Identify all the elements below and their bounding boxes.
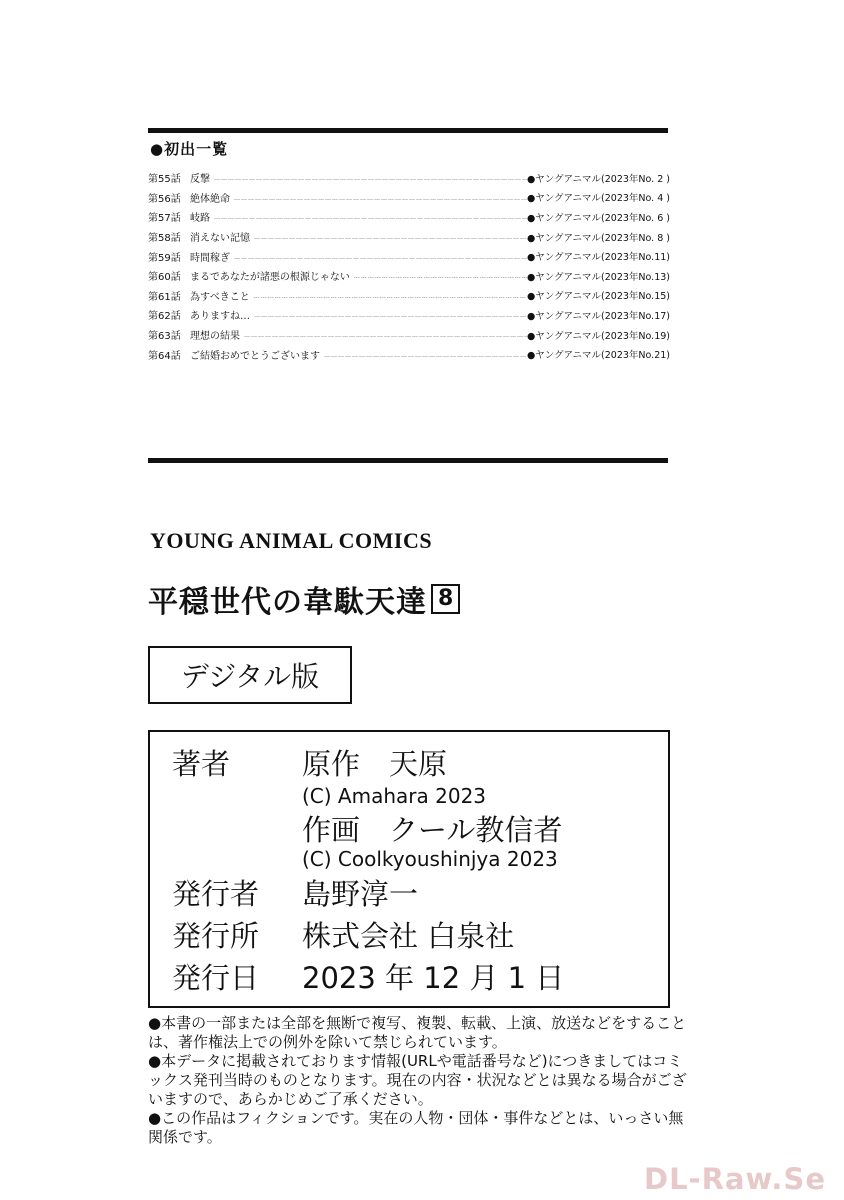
book-title-row <box>148 577 460 621</box>
story-credit: 原作 天原 <box>302 747 448 781</box>
data-notice: ●本データに掲載されております情報(URLや電話番号など)につきましてはコミックス発刊当時のものとなります。現在の内容・状況などとは異なる場合がございますので、あらかじめご了承ください。 <box>148 1052 687 1108</box>
chapter-source: ●ヤングアニマル(2023年No. 6 ) <box>527 212 670 224</box>
leader-dots <box>324 349 527 360</box>
toc-entry <box>148 227 670 247</box>
chapter-title: まるであなたが諸悪の根源じゃない <box>190 272 350 284</box>
chapter-number: 第61話 <box>148 291 181 303</box>
chapter-title: ご結婚おめでとうございます <box>190 350 320 362</box>
chapter-number: 第62話 <box>148 311 181 323</box>
fiction-notice: ●この作品はフィクションです。実在の人物・団体・事件などとは、いっさい無関係です。 <box>148 1109 684 1146</box>
chapter-number: 第58話 <box>148 233 181 245</box>
volume-number: 8 <box>431 584 460 614</box>
toc-entry <box>148 207 670 227</box>
chapter-source: ●ヤングアニマル(2023年No.21) <box>527 350 670 362</box>
date-label: 発行日 <box>172 961 260 995</box>
company-label: 発行所 <box>172 919 260 953</box>
leader-dots <box>214 172 527 183</box>
chapter-title: 時間稼ぎ <box>190 252 230 264</box>
credits-box <box>148 730 670 1008</box>
book-title: 平穏世代の韋駄天達 <box>148 585 427 620</box>
series-label: YOUNG ANIMAL COMICS <box>150 528 433 553</box>
chapter-number: 第64話 <box>148 350 181 362</box>
chapter-number: 第63話 <box>148 331 181 343</box>
chapter-source: ●ヤングアニマル(2023年No. 2 ) <box>527 173 670 185</box>
toc-list <box>148 168 670 364</box>
art-credit: 作画 クール教信者 <box>302 813 563 847</box>
toc-entry <box>148 344 670 364</box>
chapter-source: ●ヤングアニマル(2023年No.17) <box>527 310 670 322</box>
leader-dots <box>254 290 527 301</box>
chapter-title: 消えない記憶 <box>190 233 250 245</box>
chapter-title: 理想の結果 <box>190 331 240 343</box>
chapter-number: 第56話 <box>148 193 181 205</box>
toc-entry <box>148 325 670 345</box>
publisher-value: 島野淳一 <box>302 877 419 911</box>
chapter-source: ●ヤングアニマル(2023年No.11) <box>527 252 670 264</box>
chapter-title: ありますね… <box>190 311 250 323</box>
leader-dots <box>234 192 527 203</box>
chapter-source: ●ヤングアニマル(2023年No. 4 ) <box>527 193 670 205</box>
date-value: 2023 年 12 月 1 日 <box>302 961 565 995</box>
chapter-source: ●ヤングアニマル(2023年No.19) <box>527 330 670 342</box>
leader-dots <box>244 329 527 340</box>
author-label: 著者 <box>172 747 231 781</box>
leader-dots <box>254 309 527 320</box>
chapter-number: 第57話 <box>148 213 181 225</box>
chapter-number: 第59話 <box>148 252 181 264</box>
chapter-title: 為すべきこと <box>190 291 250 303</box>
leader-dots <box>214 211 527 222</box>
chapter-source: ●ヤングアニマル(2023年No. 8 ) <box>527 232 670 244</box>
chapter-title: 反撃 <box>190 174 210 186</box>
toc-entry <box>148 266 670 286</box>
toc-entry <box>148 246 670 266</box>
leader-dots <box>254 231 527 242</box>
leader-dots <box>354 270 527 281</box>
legal-notes <box>148 1014 688 1147</box>
publisher-label: 発行者 <box>172 877 260 911</box>
chapter-source: ●ヤングアニマル(2023年No.15) <box>527 291 670 303</box>
watermark: DL-Raw.Se <box>644 1162 826 1196</box>
company-value: 株式会社 白泉社 <box>302 919 515 953</box>
toc-entry <box>148 168 670 188</box>
top-divider <box>148 128 668 133</box>
copyright-notice: ●本書の一部または全部を無断で複写、複製、転載、上演、放送などをすることは、著作権法上での例外を除いて禁じられています。 <box>148 1014 687 1051</box>
chapter-number: 第55話 <box>148 174 181 186</box>
chapter-title: 岐路 <box>190 213 210 225</box>
chapter-number: 第60話 <box>148 272 181 284</box>
toc-heading: ●初出一覧 <box>150 140 229 158</box>
leader-dots <box>234 251 527 262</box>
story-copyright: (C) Amahara 2023 <box>302 784 487 808</box>
middle-divider <box>148 458 668 463</box>
toc-entry <box>148 188 670 208</box>
toc-entry <box>148 286 670 306</box>
chapter-title: 絶体絶命 <box>190 193 230 205</box>
toc-entry <box>148 305 670 325</box>
chapter-source: ●ヤングアニマル(2023年No.13) <box>527 271 670 283</box>
edition-label: デジタル版 <box>148 646 352 704</box>
art-copyright: (C) Coolkyoushinjya 2023 <box>302 847 558 871</box>
